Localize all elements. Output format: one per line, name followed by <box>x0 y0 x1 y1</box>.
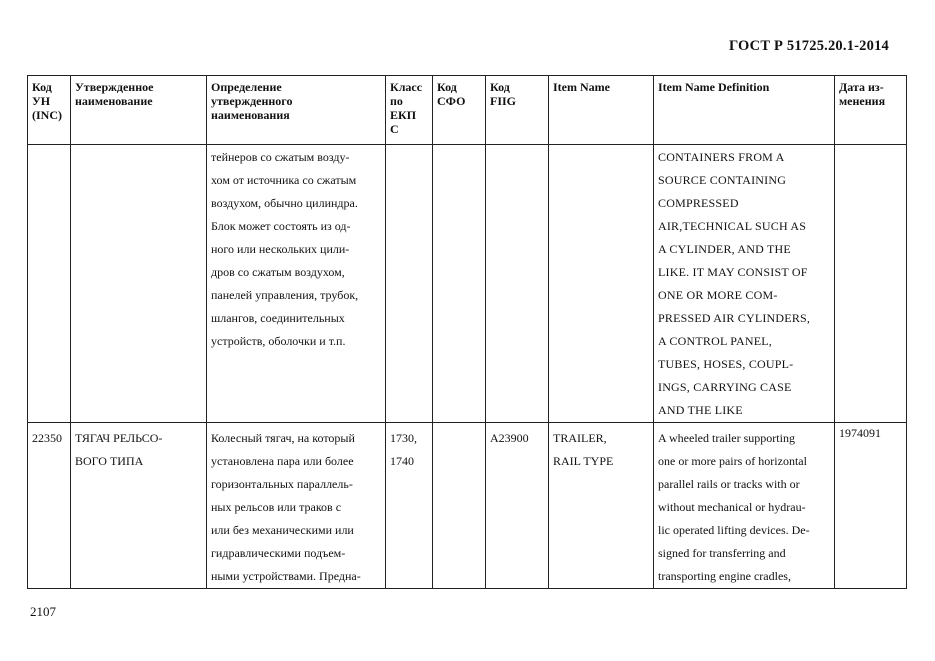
text-line: transporting engine cradles, <box>658 569 791 583</box>
cell-change-date <box>835 145 907 423</box>
text-line: CONTAINERS FROM A <box>658 150 785 164</box>
text-line: 1730, <box>390 431 417 445</box>
table-header-row <box>28 76 907 145</box>
text-line: ными устройствами. Предна- <box>211 569 361 583</box>
column-header-approved-name: Утвержденное наименование <box>71 76 207 145</box>
text-line: или без механическими или <box>211 523 354 537</box>
text-line: AND THE LIKE <box>658 403 743 417</box>
text-line: parallel rails or tracks with or <box>658 477 800 491</box>
cell-fiig <box>486 145 549 423</box>
column-header-class: Класс по ЕКП С <box>386 76 433 145</box>
cell-sfo <box>433 423 486 589</box>
text-line: дров со сжатым воздухом, <box>211 265 345 279</box>
cell-class <box>386 145 433 423</box>
text-line: A wheeled trailer supporting <box>658 431 795 445</box>
text-line: ТЯГАЧ РЕЛЬСО- <box>75 431 163 445</box>
column-header-item-name-definition: Item Name Definition <box>654 76 835 145</box>
text-line: RAIL TYPE <box>553 454 614 468</box>
page-number: 2107 <box>30 604 56 619</box>
text-line: lic operated lifting devices. De- <box>658 523 810 537</box>
text-line: тейнеров со сжатым возду- <box>211 150 350 164</box>
cell-fiig: A23900 <box>486 423 549 589</box>
cell-item-name <box>549 145 654 423</box>
cell-change-date: 1974091 <box>835 423 907 589</box>
text-line: one or more pairs of horizontal <box>658 454 807 468</box>
column-header-fiig: Код FIIG <box>486 76 549 145</box>
text-line: A CYLINDER, AND THE <box>658 242 791 256</box>
text-line: устройств, оболочки и т.п. <box>211 334 346 348</box>
cell-inc: 22350 <box>28 423 71 589</box>
cell-definition-en <box>654 423 835 589</box>
column-header-item-name: Item Name <box>549 76 654 145</box>
text-line: Колесный тягач, на который <box>211 431 355 445</box>
column-header-inc: Код УН (INC) <box>28 76 71 145</box>
text-line: without mechanical or hydrau- <box>658 500 806 514</box>
text-line: установлена пара или более <box>211 454 354 468</box>
classification-table <box>27 75 907 589</box>
text-line: Блок может состоять из од- <box>211 219 351 233</box>
text-line: хом от источника со сжатым <box>211 173 357 187</box>
text-line: 1740 <box>390 454 414 468</box>
text-line: воздухом, обычно цилиндра. <box>211 196 358 210</box>
text-line: TUBES, HOSES, COUPL- <box>658 357 794 371</box>
cell-definition-en <box>654 145 835 423</box>
text-line: ного или нескольких цили- <box>211 242 350 256</box>
cell-sfo <box>433 145 486 423</box>
text-line: signed for transferring and <box>658 546 786 560</box>
text-line: COMPRESSED <box>658 196 739 210</box>
text-line: A CONTROL PANEL, <box>658 334 772 348</box>
text-line: ных рельсов или траков с <box>211 500 342 514</box>
document-standard-number: ГОСТ Р 51725.20.1-2014 <box>728 38 889 54</box>
cell-approved-name <box>71 423 207 589</box>
column-header-change-date: Дата из- менения <box>835 76 907 145</box>
cell-definition-ru <box>207 423 386 589</box>
text-line: INGS, CARRYING CASE <box>658 380 792 394</box>
text-line: шлангов, соединительных <box>211 311 345 325</box>
table-row <box>28 423 907 589</box>
column-header-definition: Определение утвержденного наименования <box>207 76 386 145</box>
cell-approved-name <box>71 145 207 423</box>
cell-item-name <box>549 423 654 589</box>
text-line: ONE OR MORE COM- <box>658 288 778 302</box>
text-line: LIKE. IT MAY CONSIST OF <box>658 265 808 279</box>
text-line: панелей управления, трубок, <box>211 288 359 302</box>
text-line: гидравлическими подъем- <box>211 546 346 560</box>
text-line: горизонтальных параллель- <box>211 477 353 491</box>
text-line: SOURCE CONTAINING <box>658 173 787 187</box>
text-line: ВОГО ТИПА <box>75 454 144 468</box>
text-line: TRAILER, <box>553 431 607 445</box>
text-line: PRESSED AIR CYLINDERS, <box>658 311 811 325</box>
cell-definition-ru <box>207 145 386 423</box>
column-header-sfo: Код СФО <box>433 76 486 145</box>
cell-inc <box>28 145 71 423</box>
table-row-continued <box>28 145 907 423</box>
text-line: AIR,TECHNICAL SUCH AS <box>658 219 807 233</box>
cell-class <box>386 423 433 589</box>
